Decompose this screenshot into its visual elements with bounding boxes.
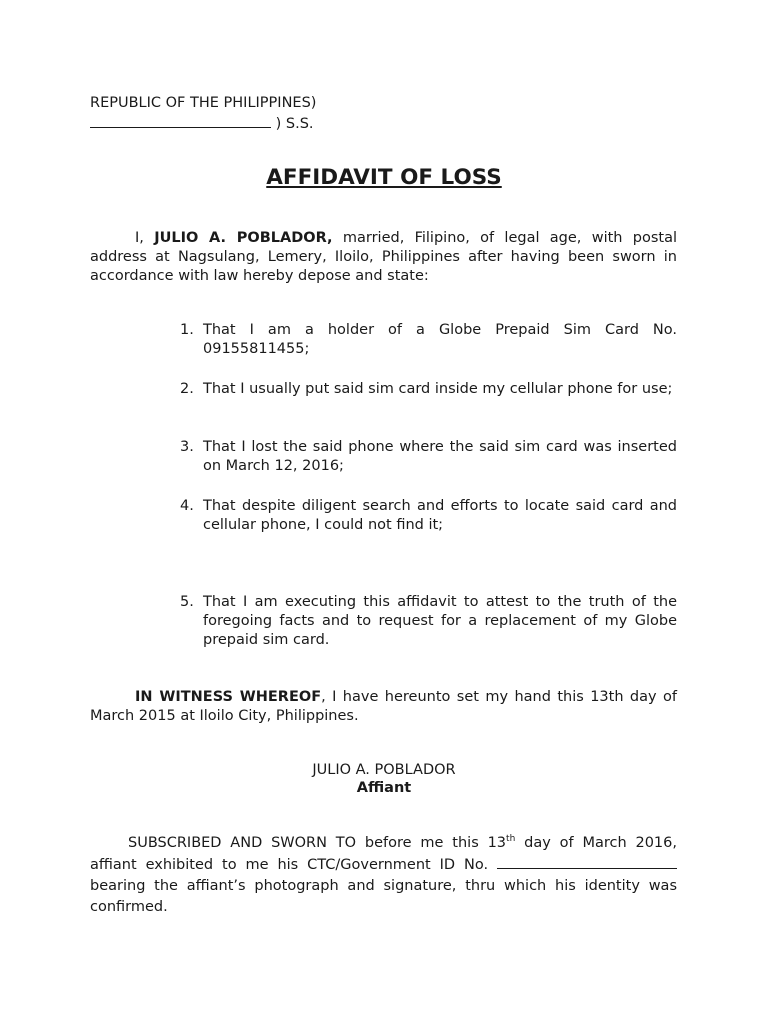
jurat-text-3: bearing the affiant’s photograph and signature, thru which his identity was confirmed.	[90, 878, 677, 915]
intro-paragraph	[90, 229, 677, 286]
list-item	[180, 438, 677, 476]
witness-lead: IN WITNESS WHEREOF	[135, 689, 322, 705]
ss-label: ) S.S.	[275, 116, 314, 132]
jurat-superscript: th	[506, 834, 516, 844]
witness-paragraph	[90, 688, 677, 726]
signature-role: Affiant	[356, 780, 412, 796]
list-item-number: 3.	[180, 439, 194, 455]
document-title: AFFIDAVIT OF LOSS	[266, 165, 502, 190]
jurat-text-1: SUBSCRIBED AND SWORN TO before me this 13	[128, 835, 507, 851]
list-item-text: That I usually put said sim card inside my cellular phone for use;	[203, 381, 673, 397]
witness-text: , I have hereunto set my hand this 13th day of March 2015 at Iloilo City, Philippines.	[90, 689, 677, 724]
list-item-text: That I am executing this affidavit to attest to the truth of the foregoing facts and to request for a replacement of my Globe prepaid sim card.	[203, 594, 677, 648]
id-number-blank-line	[497, 854, 677, 869]
list-item-number: 4.	[180, 498, 194, 514]
venue-line: REPUBLIC OF THE PHILIPPINES)	[90, 95, 317, 111]
jurat-paragraph	[90, 833, 677, 918]
list-item-number: 1.	[180, 322, 194, 338]
intro-prefix: I,	[135, 230, 155, 246]
list-item-text: That despite diligent search and efforts to locate said card and cellular phone, I could not find it;	[203, 498, 677, 533]
list-item-text: That I am a holder of a Globe Prepaid Sim Card No. 09155811455;	[203, 322, 677, 357]
list-item-text: That I lost the said phone where the said sim card was inserted on March 12, 2016;	[203, 439, 677, 474]
intro-text: married, Filipino, of legal age, with postal address at Nagsulang, Lemery, Iloilo, Philippines after having been sworn in accordance with law hereby depose and state:	[90, 230, 677, 284]
venue-header	[90, 94, 677, 134]
affiant-name-inline: JULIO A. POBLADOR,	[154, 230, 333, 246]
venue-blank-line	[90, 113, 271, 128]
list-item-number: 2.	[180, 381, 194, 397]
list-item	[180, 497, 677, 535]
list-item	[180, 380, 677, 399]
list-item	[180, 321, 677, 359]
list-item-number: 5.	[180, 594, 194, 610]
ss-line	[90, 113, 677, 134]
list-item	[180, 593, 677, 650]
signature-name: JULIO A. POBLADOR	[312, 762, 456, 778]
jurat-text-2: day of March 2016, affiant exhibited to me his CTC/Government ID No.	[90, 835, 677, 873]
